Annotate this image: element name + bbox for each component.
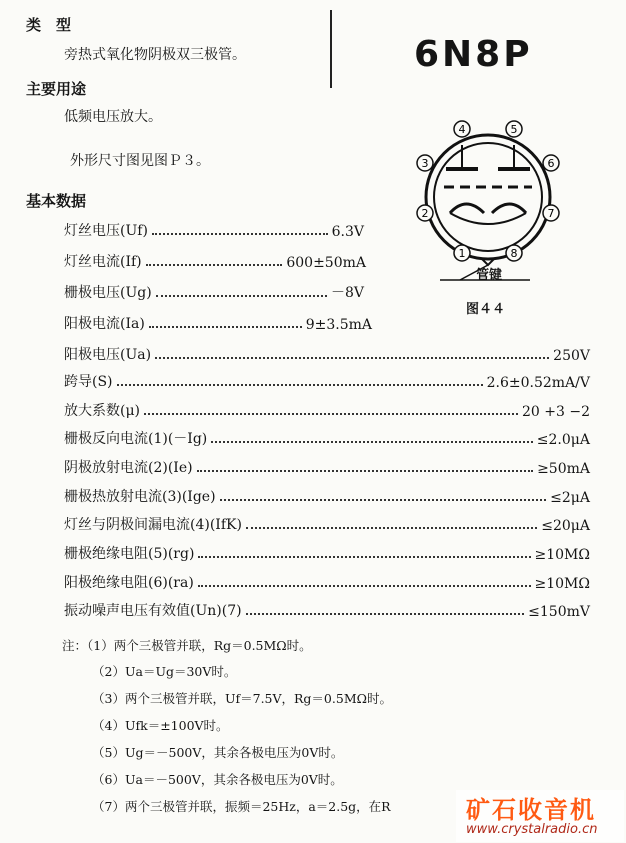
pin-6-label: 6 xyxy=(547,157,555,170)
spec-label: 栅极热放射电流(3)(Ige) xyxy=(64,489,216,505)
model-number: 6N8P xyxy=(414,34,533,75)
spec-row xyxy=(64,455,590,477)
spec-row xyxy=(64,280,364,302)
spec-row xyxy=(64,398,590,420)
pin-5-label: 5 xyxy=(510,123,518,136)
spec-row xyxy=(64,311,372,333)
spec-value: ≥10MΩ xyxy=(534,547,590,563)
spec-value: 600±50mA xyxy=(286,255,366,271)
spec-row xyxy=(64,570,590,592)
spec-value: 250V xyxy=(553,348,590,364)
watermark-title: 矿石收音机 xyxy=(466,796,596,824)
spec-label: 阳极绝缘电阻(6)(ra) xyxy=(64,575,194,591)
spec-row xyxy=(64,512,590,534)
spec-row xyxy=(64,484,590,506)
data-heading: 基本数据 xyxy=(26,192,87,210)
spec-value: 20 +3 −2 xyxy=(522,404,590,420)
spec-row xyxy=(64,218,364,240)
spec-value: ≤20μA xyxy=(541,518,590,534)
use-heading: 主要用途 xyxy=(26,80,87,98)
spec-label: 阴极放射电流(2)(Ie) xyxy=(64,460,193,476)
spec-row xyxy=(64,342,590,364)
figure-label: 图４４ xyxy=(466,302,506,317)
outline-text: 外形尺寸图见图Ｐ３。 xyxy=(70,153,210,169)
spec-value: －8V xyxy=(330,285,364,301)
spec-value: ≥10MΩ xyxy=(534,576,590,592)
spec-value: 2.6±0.52mA/V xyxy=(486,375,590,391)
spec-row xyxy=(64,426,590,448)
tube-base-diagram xyxy=(400,115,575,315)
note-item: （4）Ufk＝±100V时。 xyxy=(92,718,229,733)
note-item: （7）两个三极管并联，振频＝25Hz，a＝2.5g，在R xyxy=(92,799,391,814)
spec-row xyxy=(64,598,590,620)
pin-3-label: 3 xyxy=(421,157,429,170)
spec-value: ≤150mV xyxy=(528,604,590,620)
spec-value: ≥50mA xyxy=(537,461,590,477)
spec-row xyxy=(64,369,590,391)
spec-row xyxy=(64,541,590,563)
key-label: 管键 xyxy=(476,268,503,283)
type-heading: 类 型 xyxy=(26,16,72,34)
spec-label: 阳极电流(Ia) xyxy=(64,316,145,332)
spec-label: 栅极反向电流(1)(－Ig) xyxy=(64,431,208,447)
spec-label: 灯丝与阴极间漏电流(4)(IfK) xyxy=(64,517,242,533)
spec-value: 9±3.5mA xyxy=(305,317,372,333)
pin-1-label: 1 xyxy=(458,247,466,260)
spec-label: 栅极绝缘电阻(5)(rg) xyxy=(64,546,195,562)
pin-8-label: 8 xyxy=(510,247,518,260)
note-item: （5）Ug＝－500V，其余各极电压为0V时。 xyxy=(92,745,344,760)
note-item: （3）两个三极管并联，Uf＝7.5V，Rg＝0.5MΩ时。 xyxy=(92,691,392,706)
spec-label: 灯丝电压(Uf) xyxy=(64,223,148,239)
use-text: 低频电压放大。 xyxy=(64,109,162,125)
spec-row xyxy=(64,249,366,271)
pin-7-label: 7 xyxy=(547,207,555,220)
pin-2-label: 2 xyxy=(421,207,429,220)
spec-value: 6.3V xyxy=(331,224,364,240)
note-item: 注：（1）两个三极管并联，Rg＝0.5MΩ时。 xyxy=(62,638,312,653)
base-outer-circle xyxy=(426,135,550,259)
spec-label: 栅极电压(Ug) xyxy=(64,285,152,301)
pin-4-label: 4 xyxy=(458,123,466,136)
spec-value: ≤2μA xyxy=(550,490,590,506)
spec-value: ≤2.0μA xyxy=(536,432,590,448)
spec-label: 振动噪声电压有效值(Un)(7) xyxy=(64,603,242,619)
spec-label: 阳极电压(Ua) xyxy=(64,347,152,363)
note-item: （2）Ua＝Ug＝30V时。 xyxy=(92,664,237,679)
header-divider xyxy=(330,10,332,88)
type-text: 旁热式氧化物阴极双三极管。 xyxy=(64,47,246,63)
watermark-url: www.crystalradio.cn xyxy=(466,822,598,837)
spec-label: 跨导(S) xyxy=(64,374,113,390)
note-item: （6）Ua＝－500V，其余各极电压为0V时。 xyxy=(92,772,343,787)
spec-label: 放大系数(μ) xyxy=(64,403,141,419)
base-inner-circle xyxy=(434,143,542,251)
spec-label: 灯丝电流(If) xyxy=(64,254,142,270)
